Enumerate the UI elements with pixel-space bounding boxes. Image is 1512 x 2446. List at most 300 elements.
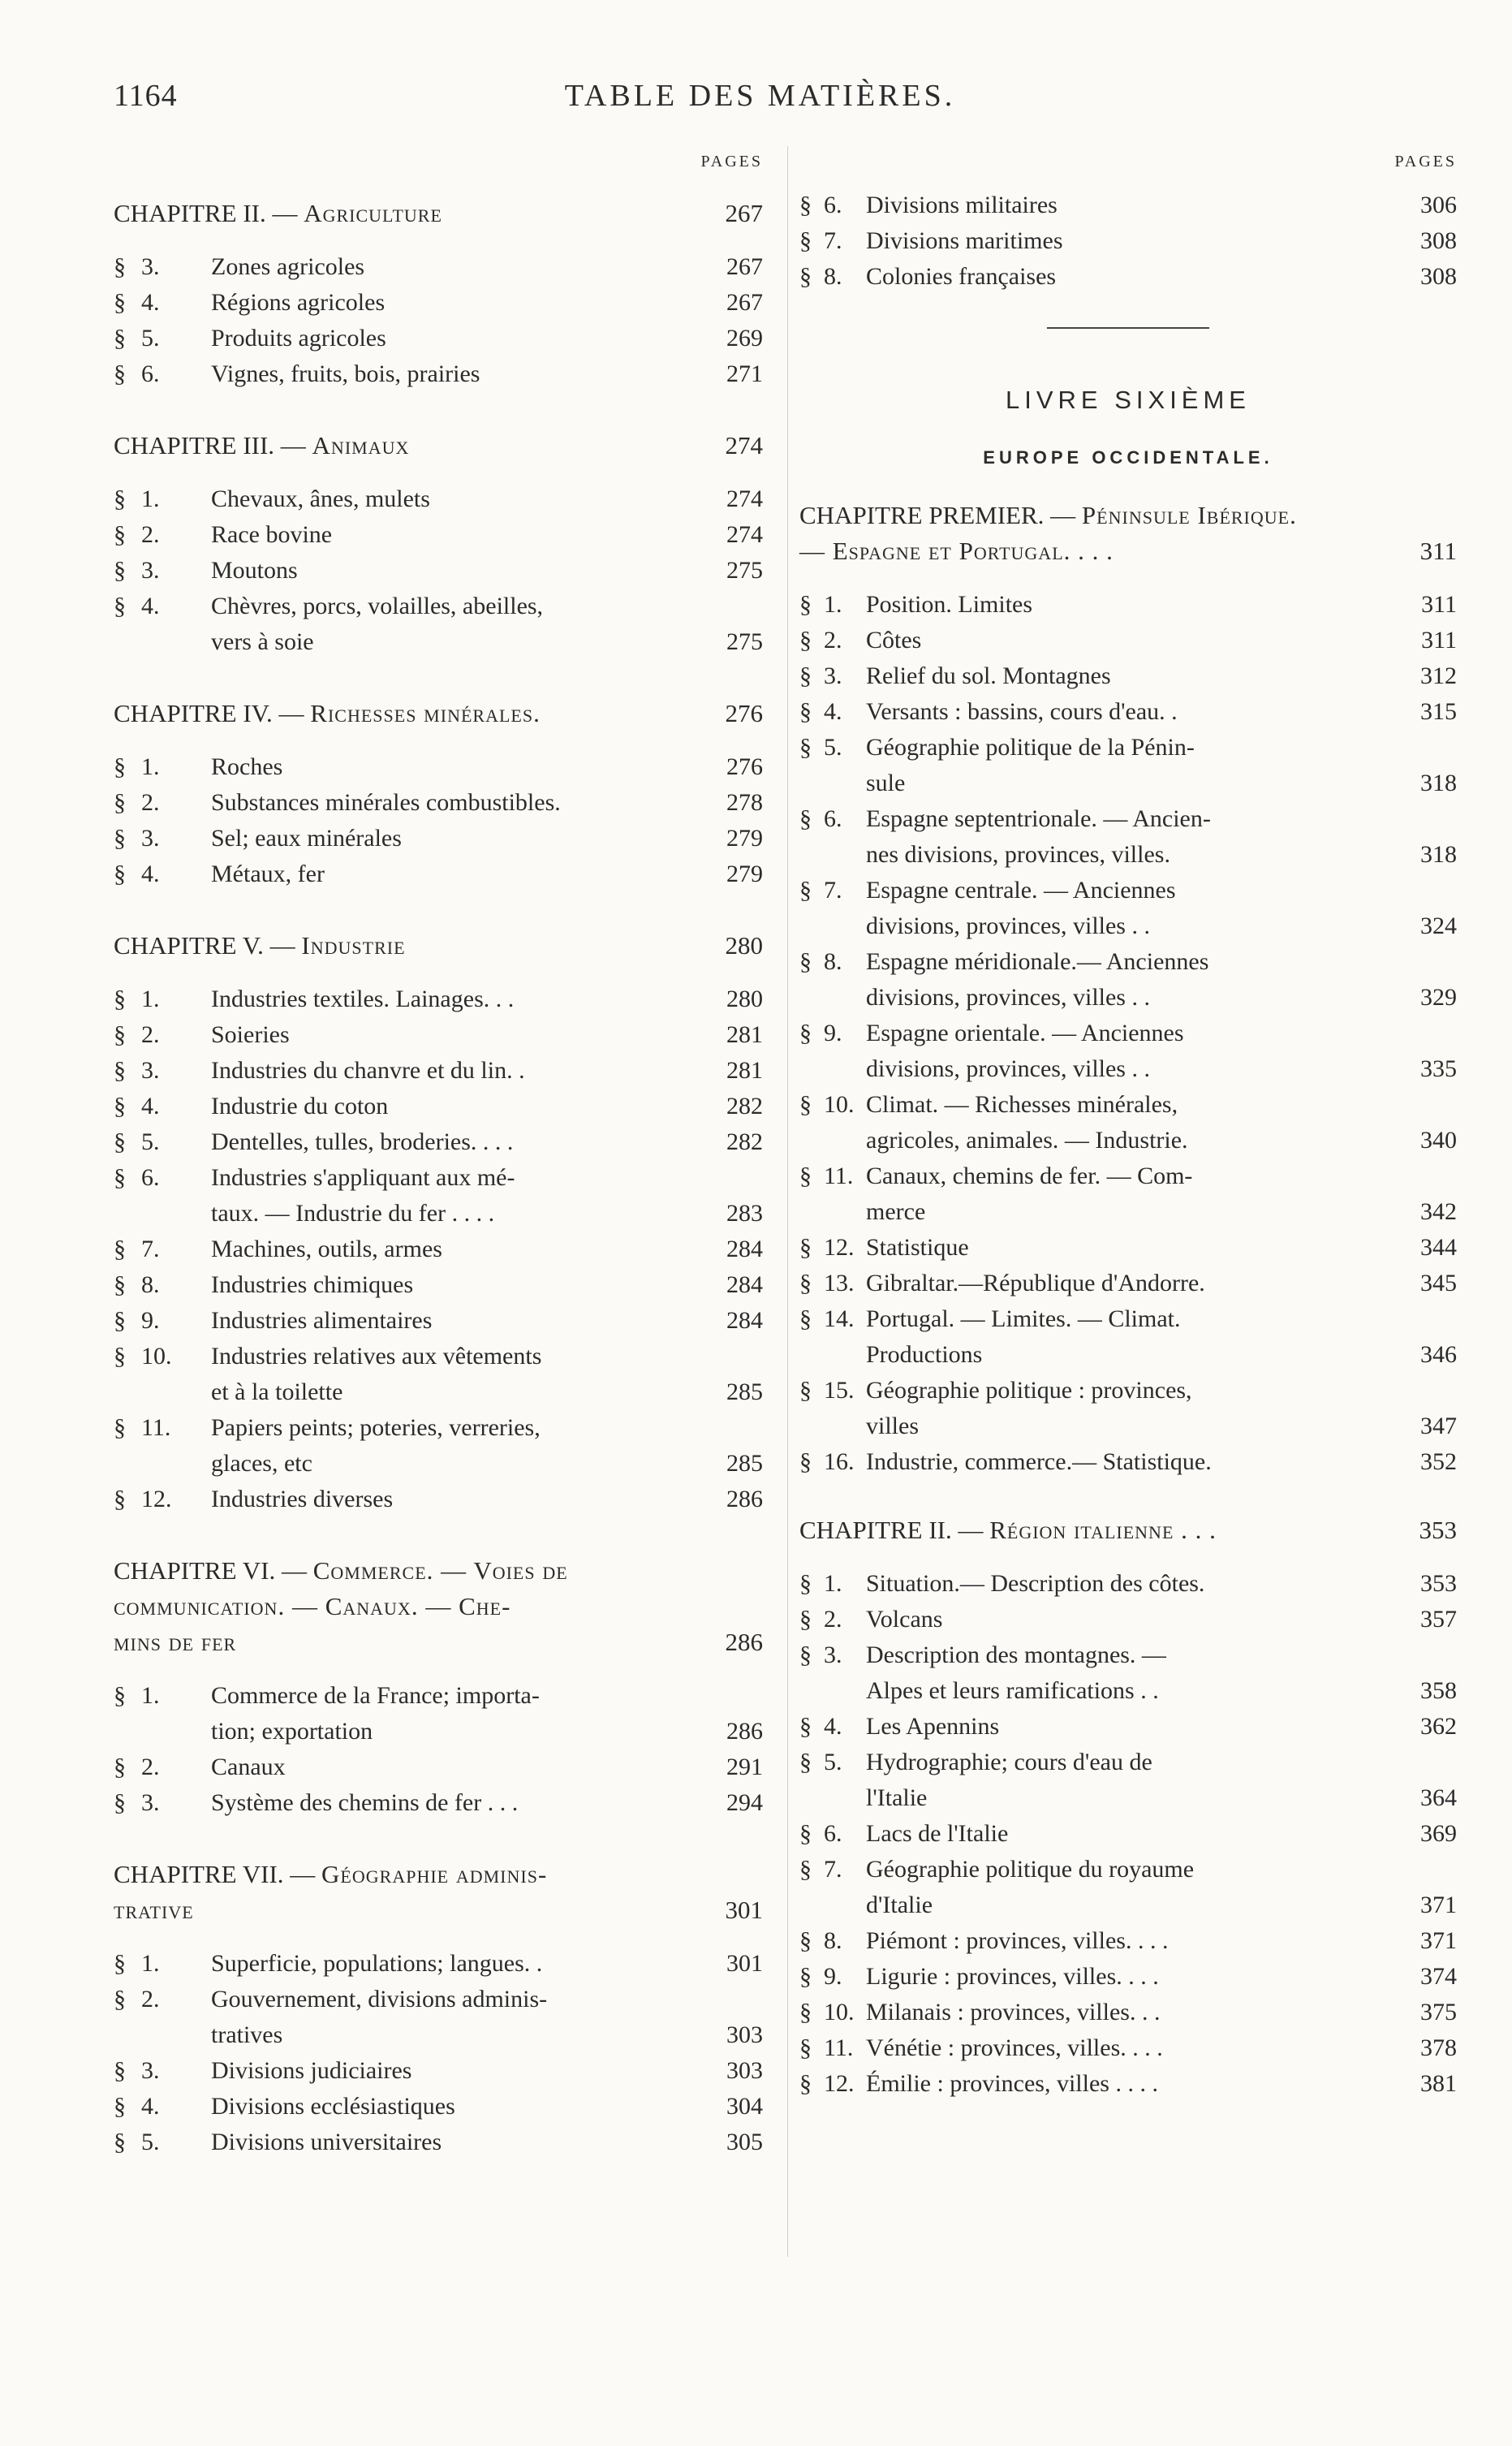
entry-index: 8.	[824, 263, 842, 290]
page-ref: 279	[726, 861, 763, 887]
entry-text: Hydrographie; cours d'eau de	[866, 1749, 1152, 1775]
entry-text: Industries du chanvre et du lin. .	[211, 1057, 525, 1084]
section-symbol: §	[799, 1163, 812, 1189]
toc-entry	[799, 801, 1457, 873]
section-symbol: §	[114, 753, 126, 780]
toc-entry	[799, 259, 1457, 295]
entry-index: 3.	[141, 1057, 160, 1084]
entry-index: 6.	[141, 360, 160, 387]
chapter-title: Industrie	[301, 931, 406, 960]
page-ref: 267	[726, 253, 763, 280]
toc-entry	[799, 944, 1457, 1016]
toc-entry	[799, 1709, 1457, 1745]
chapter-label: CHAPITRE VI. —	[114, 1556, 313, 1585]
toc-entry	[799, 1959, 1457, 1995]
entry-index: 2.	[824, 1606, 842, 1633]
entry-index: 3.	[141, 557, 160, 584]
page-ref: 312	[1420, 662, 1457, 689]
chapter-label: CHAPITRE III. —	[114, 431, 312, 459]
page-ref: 357	[1420, 1606, 1457, 1633]
entry-index: 9.	[824, 1020, 842, 1046]
entry-text: Ligurie : provinces, villes. . . .	[866, 1963, 1159, 1990]
entry-text-continued: l'Italie	[866, 1784, 928, 1811]
section-symbol: §	[799, 1570, 812, 1597]
entry-text: Géographie politique du royaume	[866, 1856, 1195, 1883]
entry-index: 14.	[824, 1305, 855, 1332]
section-symbol: §	[114, 1021, 126, 1048]
entry-text-continued: sule	[866, 770, 906, 796]
page-ref: 375	[1420, 1999, 1457, 2025]
page-ref: 284	[726, 1236, 763, 1262]
toc-entry	[114, 1267, 763, 1303]
toc-entry	[114, 2053, 763, 2089]
toc-entry	[799, 1637, 1457, 1709]
toc-entry	[114, 981, 763, 1017]
entry-text: Industrie du coton	[211, 1093, 389, 1119]
entry-index: 9.	[141, 1307, 160, 1334]
chapter-label: CHAPITRE PREMIER. —	[799, 501, 1082, 529]
entry-text: Papiers peints; poteries, verreries,	[211, 1414, 541, 1441]
chapter-title-continued: trative	[114, 1896, 194, 1924]
pages-label: PAGES	[1394, 153, 1457, 170]
section-symbol: §	[799, 1020, 812, 1046]
entry-text: Position. Limites	[866, 591, 1033, 618]
section-symbol: §	[799, 805, 812, 832]
section-symbol: §	[114, 1682, 126, 1709]
left-column	[114, 153, 763, 2160]
right-chapters	[799, 498, 1457, 2102]
toc-entry	[114, 249, 763, 285]
chapter-title: Agriculture	[304, 199, 442, 227]
toc-entry	[799, 1745, 1457, 1816]
entry-text: Piémont : provinces, villes. . . .	[866, 1927, 1169, 1954]
page-ref: 286	[726, 1486, 763, 1512]
page-ref: 344	[1420, 1234, 1457, 1261]
entry-index: 11.	[141, 1414, 171, 1441]
toc-entry	[114, 2125, 763, 2160]
entry-text: Volcans	[866, 1606, 943, 1633]
entry-index: 10.	[141, 1343, 172, 1370]
page-ref: 274	[725, 431, 763, 459]
toc-entry	[799, 1230, 1457, 1266]
entry-index: 4.	[141, 289, 160, 316]
toc-entry	[799, 1016, 1457, 1087]
page-ref: 301	[726, 1950, 763, 1977]
section-symbol: §	[114, 1307, 126, 1334]
entry-index: 16.	[824, 1448, 855, 1475]
page-ref: 371	[1420, 1927, 1457, 1954]
section-symbol: §	[799, 1749, 812, 1775]
toc-entry	[799, 1087, 1457, 1158]
entry-text: Divisions universitaires	[211, 2129, 442, 2155]
page-ref: 276	[726, 753, 763, 780]
page-ref: 286	[725, 1628, 763, 1656]
toc-entry	[114, 553, 763, 589]
right-column	[799, 153, 1457, 2102]
page-ref: 274	[726, 485, 763, 512]
page-ref: 364	[1420, 1784, 1457, 1811]
toc-entry	[799, 1816, 1457, 1852]
section-symbol: §	[114, 253, 126, 280]
chapter-label: CHAPITRE II. —	[799, 1516, 990, 1544]
page-ref: 315	[1420, 698, 1457, 725]
entry-text: Industries relatives aux vêtements	[211, 1343, 542, 1370]
page-ref: 281	[726, 1021, 763, 1048]
entry-text: Canaux, chemins de fer. — Com-	[866, 1163, 1193, 1189]
running-title: TABLE DES MATIÈRES.	[564, 79, 956, 113]
entry-index: 2.	[141, 1754, 160, 1780]
section-symbol: §	[799, 227, 812, 254]
toc-entry	[799, 188, 1457, 223]
entry-text: Sel; eaux minérales	[211, 825, 402, 852]
page-ref: 340	[1420, 1127, 1457, 1154]
page-ref: 362	[1420, 1713, 1457, 1740]
toc-entry	[799, 658, 1457, 694]
left-chapters	[114, 196, 763, 2160]
chapter-heading	[799, 1512, 1457, 1548]
page-ref: 276	[725, 699, 763, 727]
page-ref: 279	[726, 825, 763, 852]
toc-entry	[114, 481, 763, 517]
page-ref: 303	[726, 2057, 763, 2084]
entry-text: Climat. — Richesses minérales,	[866, 1091, 1178, 1118]
page-ref: 353	[1419, 1516, 1457, 1544]
page-header	[0, 78, 1512, 127]
page-ref: 275	[726, 557, 763, 584]
section-symbol: §	[799, 263, 812, 290]
page-ref: 381	[1420, 2070, 1457, 2097]
toc-entry	[114, 2089, 763, 2125]
page-ref: 294	[726, 1789, 763, 1816]
page-ref: 275	[726, 628, 763, 655]
entry-index: 5.	[824, 734, 842, 761]
section-symbol: §	[114, 861, 126, 887]
entry-index: 3.	[141, 253, 160, 280]
entry-text: Divisions judiciaires	[211, 2057, 412, 2084]
entry-text-continued: tratives	[211, 2021, 283, 2048]
section-symbol: §	[799, 1999, 812, 2025]
section-symbol: §	[114, 2093, 126, 2120]
entry-text: Colonies françaises	[866, 263, 1057, 290]
page-ref: 304	[726, 2093, 763, 2120]
entry-index: 9.	[824, 1963, 842, 1990]
page-ref: 271	[726, 360, 763, 387]
entry-index: 4.	[141, 2093, 160, 2120]
entry-text-continued: villes	[866, 1413, 919, 1439]
section-symbol: §	[799, 698, 812, 725]
entry-index: 6.	[824, 1820, 842, 1847]
toc-entry	[114, 1053, 763, 1089]
section-rule	[1047, 327, 1209, 329]
entry-text: Divisions militaires	[866, 192, 1058, 218]
toc-entry	[799, 587, 1457, 623]
entry-text-continued: agricoles, animales. — Industrie.	[866, 1127, 1188, 1154]
page-ref: 342	[1420, 1198, 1457, 1225]
toc-entry	[114, 1232, 763, 1267]
entry-text: Superficie, populations; langues. .	[211, 1950, 543, 1977]
entry-text-continued: vers à soie	[211, 628, 314, 655]
entry-index: 4.	[141, 593, 160, 619]
entry-text: Côtes	[866, 627, 922, 654]
entry-index: 2.	[141, 789, 160, 816]
page-ref: 267	[725, 199, 763, 227]
page-ref: 301	[725, 1896, 763, 1924]
entry-text: Industries alimentaires	[211, 1307, 433, 1334]
page-ref: 282	[726, 1093, 763, 1119]
entry-text-continued: divisions, provinces, villes . .	[866, 984, 1150, 1011]
section-symbol: §	[114, 1754, 126, 1780]
toc-entry	[114, 356, 763, 392]
section-symbol: §	[799, 591, 812, 618]
section-symbol: §	[799, 1305, 812, 1332]
section-symbol: §	[114, 485, 126, 512]
section-symbol: §	[114, 557, 126, 584]
section-symbol: §	[799, 192, 812, 218]
chapter-title: Richesses minérales.	[310, 699, 541, 727]
entry-text-continued: glaces, etc	[211, 1450, 312, 1477]
chapter-block	[799, 498, 1457, 1480]
entry-index: 2.	[141, 1021, 160, 1048]
section-symbol: §	[114, 1093, 126, 1119]
entry-index: 3.	[824, 1641, 842, 1668]
section-symbol: §	[799, 1856, 812, 1883]
right-top-entries	[799, 188, 1457, 295]
toc-entry	[799, 1852, 1457, 1923]
page-ref: 274	[726, 521, 763, 548]
page-ref: 305	[726, 2129, 763, 2155]
toc-entry	[114, 1160, 763, 1232]
entry-text: Commerce de la France; importa-	[211, 1682, 540, 1709]
entry-index: 1.	[141, 1950, 160, 1977]
section-symbol: §	[114, 1789, 126, 1816]
toc-entry	[114, 1089, 763, 1124]
section-symbol: §	[799, 948, 812, 975]
entry-text: Industries diverses	[211, 1486, 394, 1512]
page-ref: 308	[1420, 263, 1457, 290]
entry-index: 10.	[824, 1091, 855, 1118]
toc-entry	[114, 1482, 763, 1517]
entry-text: Versants : bassins, cours d'eau. .	[866, 698, 1178, 725]
page-ref: 291	[726, 1754, 763, 1780]
chapter-block	[799, 1512, 1457, 2102]
section-symbol: §	[114, 825, 126, 852]
entry-index: 4.	[141, 1093, 160, 1119]
chapter-block	[114, 696, 763, 892]
entry-text: Zones agricoles	[211, 253, 365, 280]
section-symbol: §	[114, 1236, 126, 1262]
entry-index: 3.	[824, 662, 842, 689]
entry-text: Soieries	[211, 1021, 290, 1048]
toc-entry	[114, 785, 763, 821]
entry-text-continued: divisions, provinces, villes . .	[866, 912, 1150, 939]
entry-text-continued: d'Italie	[866, 1892, 933, 1918]
section-symbol: §	[114, 1414, 126, 1441]
page-ref: 285	[726, 1450, 763, 1477]
page-ref: 318	[1420, 770, 1457, 796]
chapter-block	[114, 1553, 763, 1821]
section-symbol: §	[114, 1986, 126, 2012]
toc-entry	[114, 1678, 763, 1749]
toc-entry	[114, 1124, 763, 1160]
toc-entry	[799, 1602, 1457, 1637]
entry-index: 12.	[824, 2070, 855, 2097]
entry-index: 11.	[824, 1163, 854, 1189]
entry-text: Race bovine	[211, 521, 333, 548]
chapter-heading	[114, 196, 763, 231]
chapter-title: Animaux	[312, 431, 410, 459]
entry-text: Industries textiles. Lainages. . .	[211, 986, 515, 1012]
toc-entry	[799, 223, 1457, 259]
page-ref: 371	[1420, 1892, 1457, 1918]
section-symbol: §	[799, 627, 812, 654]
entry-index: 3.	[141, 2057, 160, 2084]
page-ref: 345	[1420, 1270, 1457, 1296]
section-symbol: §	[799, 1963, 812, 1990]
toc-entry	[114, 1017, 763, 1053]
section-symbol: §	[799, 734, 812, 761]
chapter-heading	[114, 428, 763, 464]
section-symbol: §	[114, 1950, 126, 1977]
page-ref: 267	[726, 289, 763, 316]
entry-text-continued: merce	[866, 1198, 926, 1225]
section-symbol: §	[114, 1271, 126, 1298]
entry-index: 6.	[824, 805, 842, 832]
entry-text: Produits agricoles	[211, 325, 386, 352]
section-symbol: §	[799, 662, 812, 689]
chapter-title: Région italienne . . .	[989, 1516, 1217, 1544]
entry-text: Moutons	[211, 557, 298, 584]
section-symbol: §	[799, 1641, 812, 1668]
entry-text: Description des montagnes. —	[866, 1641, 1166, 1668]
page-ref: 284	[726, 1307, 763, 1334]
page-ref: 324	[1420, 912, 1457, 939]
toc-entry	[799, 623, 1457, 658]
chapter-heading	[114, 928, 763, 964]
section-symbol: §	[799, 1448, 812, 1475]
entry-text-continued: Alpes et leurs ramifications . .	[866, 1677, 1159, 1704]
toc-entry	[114, 856, 763, 892]
section-symbol: §	[114, 789, 126, 816]
page-ref: 311	[1419, 537, 1457, 565]
entry-index: 1.	[141, 986, 160, 1012]
entry-text: Substances minérales combustibles.	[211, 789, 561, 816]
entry-text: Divisions maritimes	[866, 227, 1063, 254]
page-ref: 269	[726, 325, 763, 352]
chapter-title: Péninsule Ibérique.	[1081, 501, 1297, 529]
section-symbol: §	[799, 1270, 812, 1296]
page-ref: 285	[726, 1378, 763, 1405]
chapter-title-continued: mins de fer	[114, 1628, 237, 1656]
entry-text-continued: et à la toilette	[211, 1378, 343, 1405]
entry-index: 3.	[141, 825, 160, 852]
toc-entry	[799, 2066, 1457, 2102]
entry-text-continued: tion; exportation	[211, 1718, 373, 1745]
toc-entry	[114, 1785, 763, 1821]
entry-text: Espagne orientale. — Anciennes	[866, 1020, 1184, 1046]
entry-index: 8.	[141, 1271, 160, 1298]
entry-index: 8.	[824, 1927, 842, 1954]
entry-text: Métaux, fer	[211, 861, 325, 887]
entry-index: 1.	[141, 1682, 160, 1709]
entry-index: 5.	[141, 1128, 160, 1155]
entry-index: 12.	[141, 1486, 172, 1512]
entry-index: 3.	[141, 1789, 160, 1816]
entry-index: 5.	[141, 325, 160, 352]
section-symbol: §	[114, 1486, 126, 1512]
toc-entry	[799, 1373, 1457, 1444]
entry-text: Dentelles, tulles, broderies. . . .	[211, 1128, 514, 1155]
toc-entry	[114, 1946, 763, 1982]
entry-text: Canaux	[211, 1754, 286, 1780]
section-symbol: §	[114, 1164, 126, 1191]
page-ref: 283	[726, 1200, 763, 1227]
chapter-block	[114, 1857, 763, 2160]
entry-text: Géographie politique de la Pénin-	[866, 734, 1195, 761]
page-ref: 378	[1420, 2034, 1457, 2061]
toc-entry	[114, 1303, 763, 1339]
entry-text-continued: divisions, provinces, villes . .	[866, 1055, 1150, 1082]
toc-entry	[799, 1266, 1457, 1301]
entry-text: Chèvres, porcs, volailles, abeilles,	[211, 593, 544, 619]
section-symbol: §	[114, 360, 126, 387]
part-title: EUROPE OCCIDENTALE.	[983, 447, 1273, 468]
entry-text: Système des chemins de fer . . .	[211, 1789, 519, 1816]
page-ref: 358	[1420, 1677, 1457, 1704]
entry-index: 5.	[141, 2129, 160, 2155]
toc-entry	[799, 1158, 1457, 1230]
page-ref: 282	[726, 1128, 763, 1155]
page-number: 1164	[114, 79, 178, 113]
entry-index: 2.	[141, 521, 160, 548]
section-symbol: §	[114, 1128, 126, 1155]
entry-index: 4.	[824, 1713, 842, 1740]
page-ref: 329	[1420, 984, 1457, 1011]
page-ref: 303	[726, 2021, 763, 2048]
chapter-title: Géographie adminis-	[321, 1860, 548, 1888]
section-symbol: §	[114, 289, 126, 316]
entry-text: Espagne centrale. — Anciennes	[866, 877, 1176, 904]
entry-text: Situation.— Description des côtes.	[866, 1570, 1205, 1597]
page-ref: 281	[726, 1057, 763, 1084]
section-symbol: §	[114, 521, 126, 548]
chapter-heading	[114, 1553, 763, 1660]
entry-index: 6.	[824, 192, 842, 218]
entry-index: 7.	[824, 1856, 842, 1883]
entry-text-continued: nes divisions, provinces, villes.	[866, 841, 1170, 868]
toc-entry	[799, 2030, 1457, 2066]
entry-index: 15.	[824, 1377, 855, 1404]
entry-text: Émilie : provinces, villes . . . .	[866, 2070, 1158, 2097]
chapter-heading	[114, 696, 763, 731]
page-ref: 347	[1420, 1413, 1457, 1439]
toc-entry	[799, 1444, 1457, 1480]
page-ref: 374	[1420, 1963, 1457, 1990]
section-symbol: §	[799, 1377, 812, 1404]
entry-text: Gouvernement, divisions adminis-	[211, 1986, 548, 2012]
entry-text: Statistique	[866, 1234, 969, 1261]
entry-index: 8.	[824, 948, 842, 975]
entry-index: 1.	[141, 753, 160, 780]
entry-text: Divisions ecclésiastiques	[211, 2093, 455, 2120]
entry-index: 2.	[141, 1986, 160, 2012]
toc-entry	[799, 873, 1457, 944]
page-ref: 311	[1421, 591, 1457, 618]
section-symbol: §	[799, 1713, 812, 1740]
chapter-heading	[114, 1857, 763, 1928]
toc-entry	[114, 1339, 763, 1410]
entry-text: Espagne méridionale.— Anciennes	[866, 948, 1209, 975]
entry-index: 13.	[824, 1270, 855, 1296]
